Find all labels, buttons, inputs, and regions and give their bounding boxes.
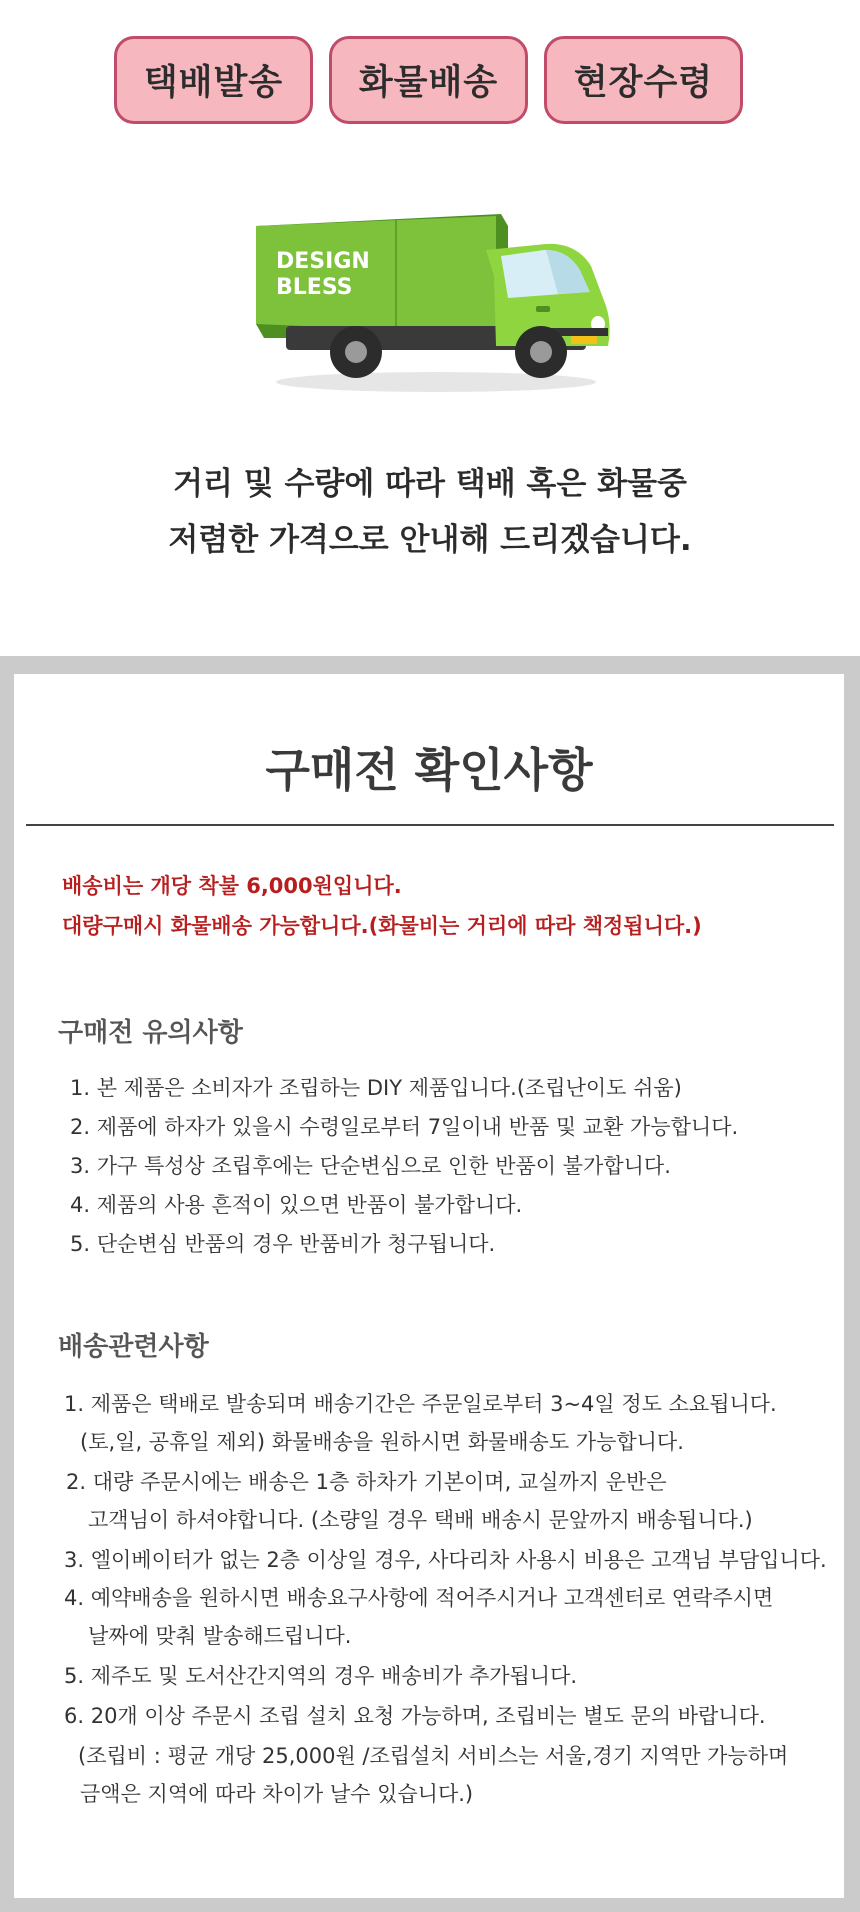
pickup-button[interactable]: 현장수령 — [544, 36, 743, 124]
shipping-info-line: 날짜에 맞춰 발송해드립니다. — [88, 1624, 352, 1648]
delivery-truck-illustration — [246, 206, 616, 396]
shipping-fee-notice: 배송비는 개당 착불 6,000원입니다. — [62, 874, 402, 898]
delivery-options-section — [0, 0, 860, 656]
shipping-info-line: (토,일, 공휴일 제외) 화물배송을 원하시면 화물배송도 가능합니다. — [80, 1430, 684, 1454]
parcel-delivery-button[interactable]: 택배발송 — [114, 36, 313, 124]
notice-card — [14, 674, 844, 1898]
bulk-order-notice: 대량구매시 화물배송 가능합니다.(화물비는 거리에 따라 책정됩니다.) — [62, 914, 702, 938]
pre-purchase-item: 2. 제품에 하자가 있을시 수령일로부터 7일이내 반품 및 교환 가능합니다. — [70, 1115, 739, 1139]
shipping-info-line: 5. 제주도 및 도서산간지역의 경우 배송비가 추가됩니다. — [64, 1664, 578, 1688]
title-divider — [26, 824, 834, 826]
shipping-info-line: (조립비 : 평균 개당 25,000원 /조립설치 서비스는 서울,경기 지역만 가능하며 — [78, 1744, 789, 1768]
pre-purchase-item: 5. 단순변심 반품의 경우 반품비가 청구됩니다. — [70, 1232, 496, 1256]
tagline-line2: 저렴한 가격으로 안내해 드리겠습니다. — [168, 522, 692, 558]
shipping-info-line: 6. 20개 이상 주문시 조립 설치 요청 가능하며, 조립비는 별도 문의 바랍니다. — [64, 1704, 766, 1728]
shipping-info-line: 금액은 지역에 따라 차이가 날수 있습니다.) — [80, 1782, 474, 1806]
freight-delivery-button[interactable]: 화물배송 — [329, 36, 528, 124]
purchase-notice-section — [0, 656, 860, 1912]
truck-side-text-line2: BLESS — [276, 275, 353, 300]
pre-purchase-item: 1. 본 제품은 소비자가 조립하는 DIY 제품입니다.(조립난이도 쉬움) — [70, 1076, 682, 1100]
pre-purchase-item: 3. 가구 특성상 조립후에는 단순변심으로 인한 반품이 불가합니다. — [70, 1154, 671, 1178]
shipping-info-line: 4. 예약배송을 원하시면 배송요구사항에 적어주시거나 고객센터로 연락주시면 — [64, 1586, 774, 1610]
shipping-info-line: 3. 엘이베이터가 없는 2층 이상일 경우, 사다리차 사용시 비용은 고객님 부담입니다. — [64, 1548, 827, 1572]
shipping-info-line: 고객님이 하셔야합니다. (소량일 경우 택배 배송시 문앞까지 배송됩니다.) — [88, 1508, 753, 1532]
delivery-method-buttons — [114, 36, 744, 128]
pre-purchase-item: 4. 제품의 사용 흔적이 있으면 반품이 불가합니다. — [70, 1193, 523, 1217]
shipping-info-line: 2. 대량 주문시에는 배송은 1층 하차가 기본이며, 교실까지 운반은 — [66, 1470, 667, 1494]
truck-side-text-line1: DESIGN — [276, 249, 370, 274]
tagline-line1: 거리 및 수량에 따라 택배 혹은 화물중 — [173, 466, 687, 502]
pre-purchase-heading: 구매전 유의사항 — [58, 1018, 243, 1048]
notice-title: 구매전 확인사항 — [265, 743, 593, 797]
shipping-info-heading: 배송관련사항 — [58, 1332, 209, 1362]
shipping-info-line: 1. 제품은 택배로 발송되며 배송기간은 주문일로부터 3~4일 정도 소요됩니다. — [64, 1392, 777, 1416]
